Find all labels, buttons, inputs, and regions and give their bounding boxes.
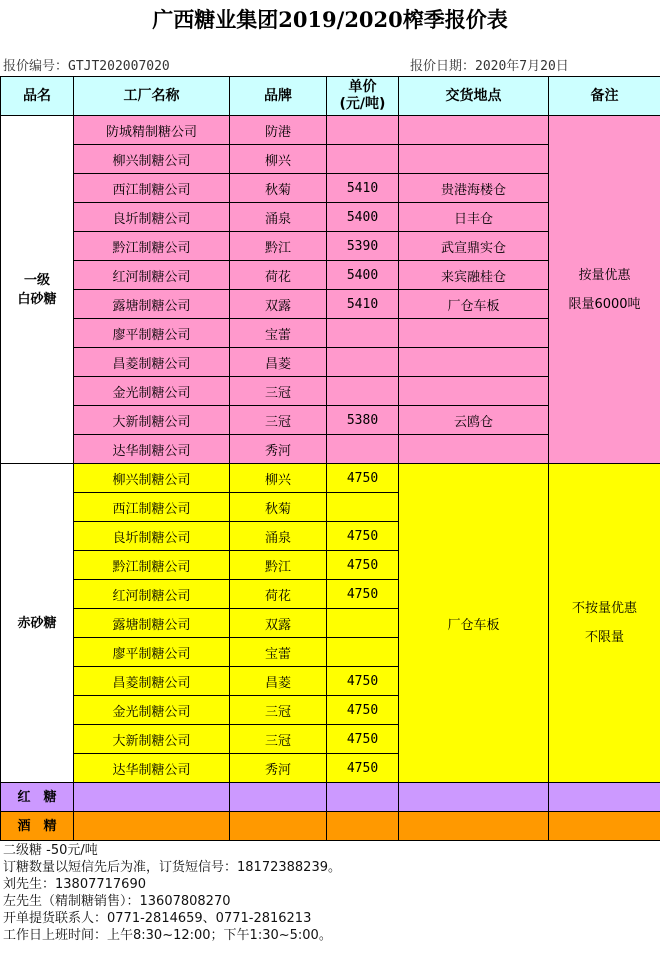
brand-cell: 宝蕾 — [230, 638, 327, 667]
footer-line: 工作日上班时间：上午8:30~12:00；下午1:30~5:00。 — [3, 928, 332, 943]
alcohol-name: 酒 精 — [1, 812, 74, 841]
brand-cell: 涌泉 — [230, 522, 327, 551]
alcohol-cell — [74, 812, 230, 841]
price-cell: 5380 — [327, 406, 399, 435]
price-cell — [327, 116, 399, 145]
red-sugar-cell — [74, 783, 230, 812]
header-price-line2: (元/吨) — [339, 96, 386, 112]
quote-number: 报价编号：GTJT202007020 — [3, 59, 170, 74]
brown-sugar-note-line1: 不按量优惠 — [571, 601, 637, 616]
brand-cell: 双露 — [230, 609, 327, 638]
alcohol-cell — [399, 812, 549, 841]
brand-cell: 柳兴 — [230, 464, 327, 493]
brand-cell: 昌菱 — [230, 667, 327, 696]
location-cell — [399, 435, 549, 464]
brand-cell: 双露 — [230, 290, 327, 319]
brand-cell: 三冠 — [230, 406, 327, 435]
price-cell: 4750 — [327, 725, 399, 754]
brand-cell: 秋菊 — [230, 493, 327, 522]
factory-cell: 柳兴制糖公司 — [74, 464, 230, 493]
brown-sugar-section — [1, 464, 660, 783]
factory-cell: 廖平制糖公司 — [74, 638, 230, 667]
factory-cell: 昌菱制糖公司 — [74, 667, 230, 696]
brand-cell: 昌菱 — [230, 348, 327, 377]
factory-cell: 金光制糖公司 — [74, 696, 230, 725]
price-cell — [327, 493, 399, 522]
price-cell — [327, 319, 399, 348]
footer-line: 左先生（精制糖销售）：13607808270 — [3, 894, 231, 909]
location-cell: 贵港海楼仓 — [399, 174, 549, 203]
red-sugar-cell — [327, 783, 399, 812]
header-note: 备注 — [549, 77, 660, 116]
factory-cell: 红河制糖公司 — [74, 580, 230, 609]
location-cell — [399, 319, 549, 348]
footer-line: 二级糖 -50元/吨 — [3, 843, 98, 858]
footer-line: 刘先生：13807717690 — [3, 877, 146, 892]
brown-sugar-note-line2: 不限量 — [584, 630, 624, 645]
factory-cell: 达华制糖公司 — [74, 435, 230, 464]
brown-sugar-note — [549, 464, 660, 783]
footer-notes — [3, 842, 341, 944]
price-cell: 4750 — [327, 667, 399, 696]
white-sugar-note-line1: 按量优惠 — [578, 267, 631, 283]
factory-cell: 良圻制糖公司 — [74, 203, 230, 232]
table-row — [1, 464, 660, 493]
location-cell — [399, 116, 549, 145]
factory-cell: 大新制糖公司 — [74, 725, 230, 754]
quote-date: 报价日期：2020年7月20日 — [410, 59, 569, 74]
factory-cell: 廖平制糖公司 — [74, 319, 230, 348]
price-cell: 4750 — [327, 754, 399, 783]
header-price-line1: 单价 — [348, 79, 377, 95]
footer-line: 订糖数量以短信先后为准，订货短信号：18172388239。 — [3, 860, 341, 875]
brand-cell: 防港 — [230, 116, 327, 145]
footer-line: 开单提货联系人：0771-2814659、0771-2816213 — [3, 911, 312, 926]
location-cell: 来宾融桂仓 — [399, 261, 549, 290]
price-table — [0, 76, 660, 841]
price-cell — [327, 435, 399, 464]
page-title: 广西糖业集团2019/2020榨季报价表 — [152, 7, 508, 32]
location-cell — [399, 145, 549, 174]
price-cell: 4750 — [327, 551, 399, 580]
price-cell: 5410 — [327, 174, 399, 203]
red-sugar-cell — [549, 783, 660, 812]
brand-cell: 秋菊 — [230, 174, 327, 203]
location-cell: 云鸥仓 — [399, 406, 549, 435]
header-factory: 工厂名称 — [74, 77, 230, 116]
factory-cell: 大新制糖公司 — [74, 406, 230, 435]
brown-sugar-name: 赤砂糖 — [1, 464, 74, 783]
white-sugar-name-line2: 白砂糖 — [17, 291, 57, 307]
price-cell: 4750 — [327, 464, 399, 493]
location-cell — [399, 348, 549, 377]
header-product: 品名 — [1, 77, 74, 116]
factory-cell: 昌菱制糖公司 — [74, 348, 230, 377]
header-location: 交货地点 — [399, 77, 549, 116]
red-sugar-cell — [399, 783, 549, 812]
factory-cell: 防城精制糖公司 — [74, 116, 230, 145]
brand-cell: 宝蕾 — [230, 319, 327, 348]
factory-cell: 良圻制糖公司 — [74, 522, 230, 551]
brand-cell: 荷花 — [230, 580, 327, 609]
table-row — [1, 116, 660, 145]
red-sugar-cell — [230, 783, 327, 812]
factory-cell: 黔江制糖公司 — [74, 551, 230, 580]
factory-cell: 达华制糖公司 — [74, 754, 230, 783]
header-brand: 品牌 — [230, 77, 327, 116]
factory-cell: 西江制糖公司 — [74, 493, 230, 522]
brand-cell: 荷花 — [230, 261, 327, 290]
brand-cell: 三冠 — [230, 696, 327, 725]
white-sugar-name-line1: 一级 — [23, 272, 50, 288]
white-sugar-note — [549, 116, 660, 464]
alcohol-cell — [549, 812, 660, 841]
price-cell — [327, 377, 399, 406]
price-cell: 5400 — [327, 261, 399, 290]
white-sugar-note-line2: 限量6000吨 — [568, 296, 641, 312]
price-cell: 5390 — [327, 232, 399, 261]
location-cell: 厂仓车板 — [399, 290, 549, 319]
location-cell: 武宣鼎实仓 — [399, 232, 549, 261]
brown-sugar-location: 厂仓车板 — [399, 464, 549, 783]
factory-cell: 露塘制糖公司 — [74, 290, 230, 319]
white-sugar-section — [1, 116, 660, 464]
location-cell: 日丰仓 — [399, 203, 549, 232]
price-cell — [327, 638, 399, 667]
brand-cell: 柳兴 — [230, 145, 327, 174]
brand-cell: 秀河 — [230, 435, 327, 464]
price-cell — [327, 145, 399, 174]
alcohol-cell — [230, 812, 327, 841]
price-cell: 4750 — [327, 580, 399, 609]
factory-cell: 西江制糖公司 — [74, 174, 230, 203]
brand-cell: 三冠 — [230, 725, 327, 754]
location-cell — [399, 377, 549, 406]
price-cell: 4750 — [327, 696, 399, 725]
brand-cell: 黔江 — [230, 551, 327, 580]
brand-cell: 秀河 — [230, 754, 327, 783]
price-cell — [327, 348, 399, 377]
factory-cell: 柳兴制糖公司 — [74, 145, 230, 174]
header-price — [327, 77, 399, 116]
brand-cell: 涌泉 — [230, 203, 327, 232]
price-cell: 5410 — [327, 290, 399, 319]
red-sugar-name: 红 糖 — [1, 783, 74, 812]
price-cell — [327, 609, 399, 638]
price-cell: 4750 — [327, 522, 399, 551]
factory-cell: 金光制糖公司 — [74, 377, 230, 406]
factory-cell: 黔江制糖公司 — [74, 232, 230, 261]
alcohol-cell — [327, 812, 399, 841]
price-cell: 5400 — [327, 203, 399, 232]
white-sugar-name — [1, 116, 74, 464]
brand-cell: 黔江 — [230, 232, 327, 261]
factory-cell: 红河制糖公司 — [74, 261, 230, 290]
brand-cell: 三冠 — [230, 377, 327, 406]
factory-cell: 露塘制糖公司 — [74, 609, 230, 638]
